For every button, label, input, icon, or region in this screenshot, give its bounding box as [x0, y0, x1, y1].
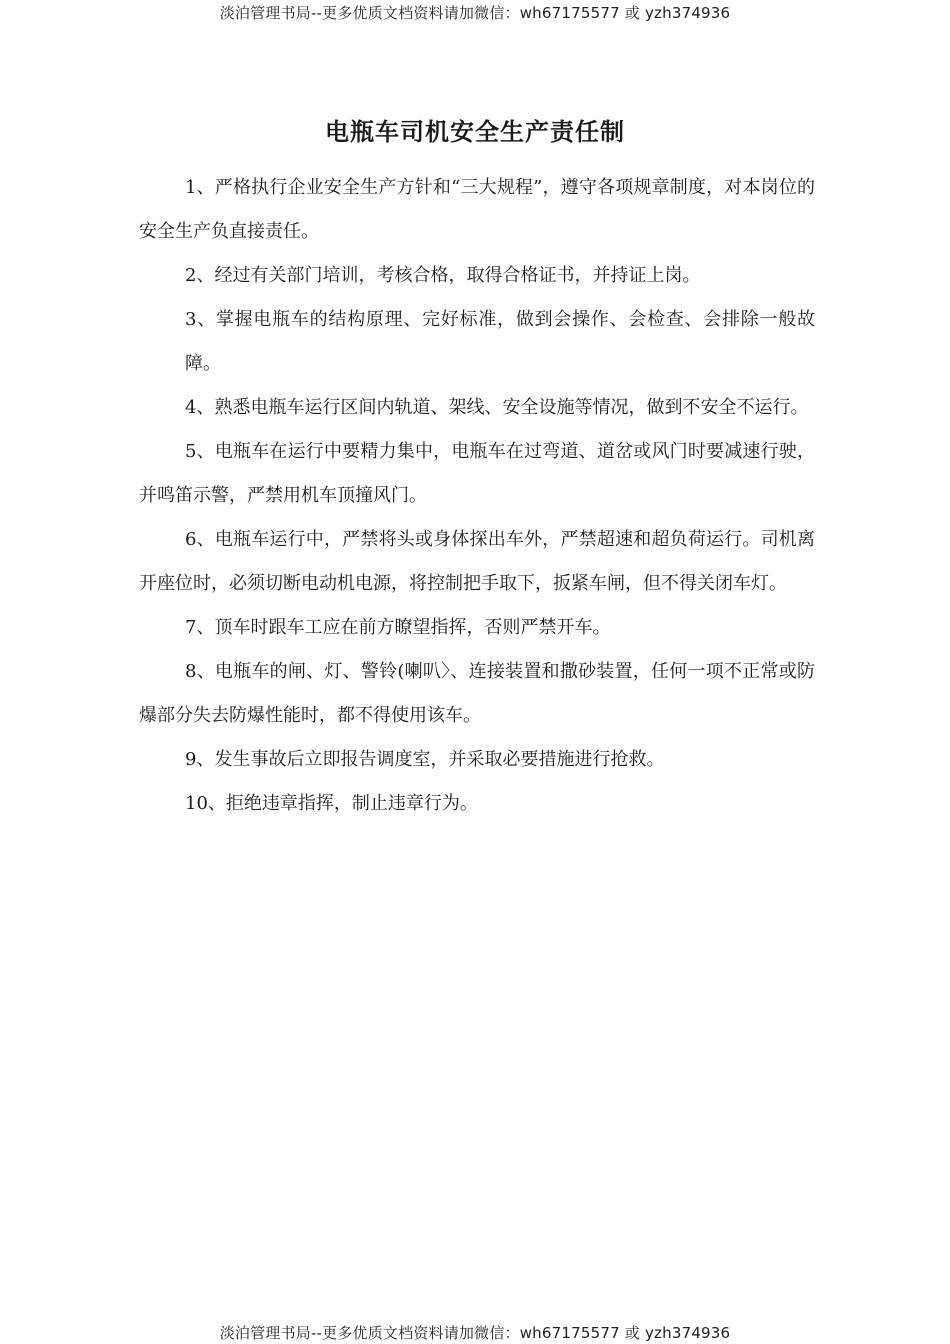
document-title: 电瓶车司机安全生产责任制: [325, 118, 625, 146]
clause-6: 6、电瓶车运行中，严禁将头或身体探出车外，严禁超速和超负荷运行。司机离开座位时，必须切断电动机电源，将控制把手取下，扳紧车闸，但不得关闭车灯。: [139, 529, 815, 594]
clause-4: 4、熟悉电瓶车运行区间内轨道、架线、安全设施等情况，做到不安全不运行。: [185, 397, 809, 418]
clause-10: 10、拒绝违章指挥，制止违章行为。: [185, 793, 478, 814]
page-header: 淡泊管理书局--更多优质文档资料请加微信：wh67175577 或 yzh374936: [219, 4, 731, 22]
clause-1: 1、严格执行企业安全生产方针和“三大规程”，遵守各项规章制度，对本岗位的安全生产负直接责任。: [139, 177, 815, 242]
clause-9: 9、发生事故后立即报告调度室，并采取必要措施进行抢救。: [185, 749, 665, 770]
document-body: [139, 166, 815, 826]
clause-2: 2、经过有关部门培训，考核合格，取得合格证书，并持证上岗。: [185, 265, 701, 286]
clause-5: 5、电瓶车在运行中要精力集中，电瓶车在过弯道、道岔或风门时要减速行驶，并鸣笛示警，严禁用机车顶撞风门。: [139, 441, 815, 506]
clause-8: 8、电瓶车的闸、灯、警铃(喇叭〉、连接装置和撒砂装置，任何一项不正常或防爆部分失去防爆性能时，都不得使用该车。: [139, 661, 815, 726]
clause-7: 7、顶车时跟车工应在前方瞭望指挥，否则严禁开车。: [185, 617, 611, 638]
clause-3: 3、掌握电瓶车的结构原理、完好标准，做到会操作、会检查、会排除一般故障。: [185, 309, 815, 374]
page-footer: 淡泊管理书局--更多优质文档资料请加微信：wh67175577 或 yzh374936: [219, 1324, 731, 1342]
